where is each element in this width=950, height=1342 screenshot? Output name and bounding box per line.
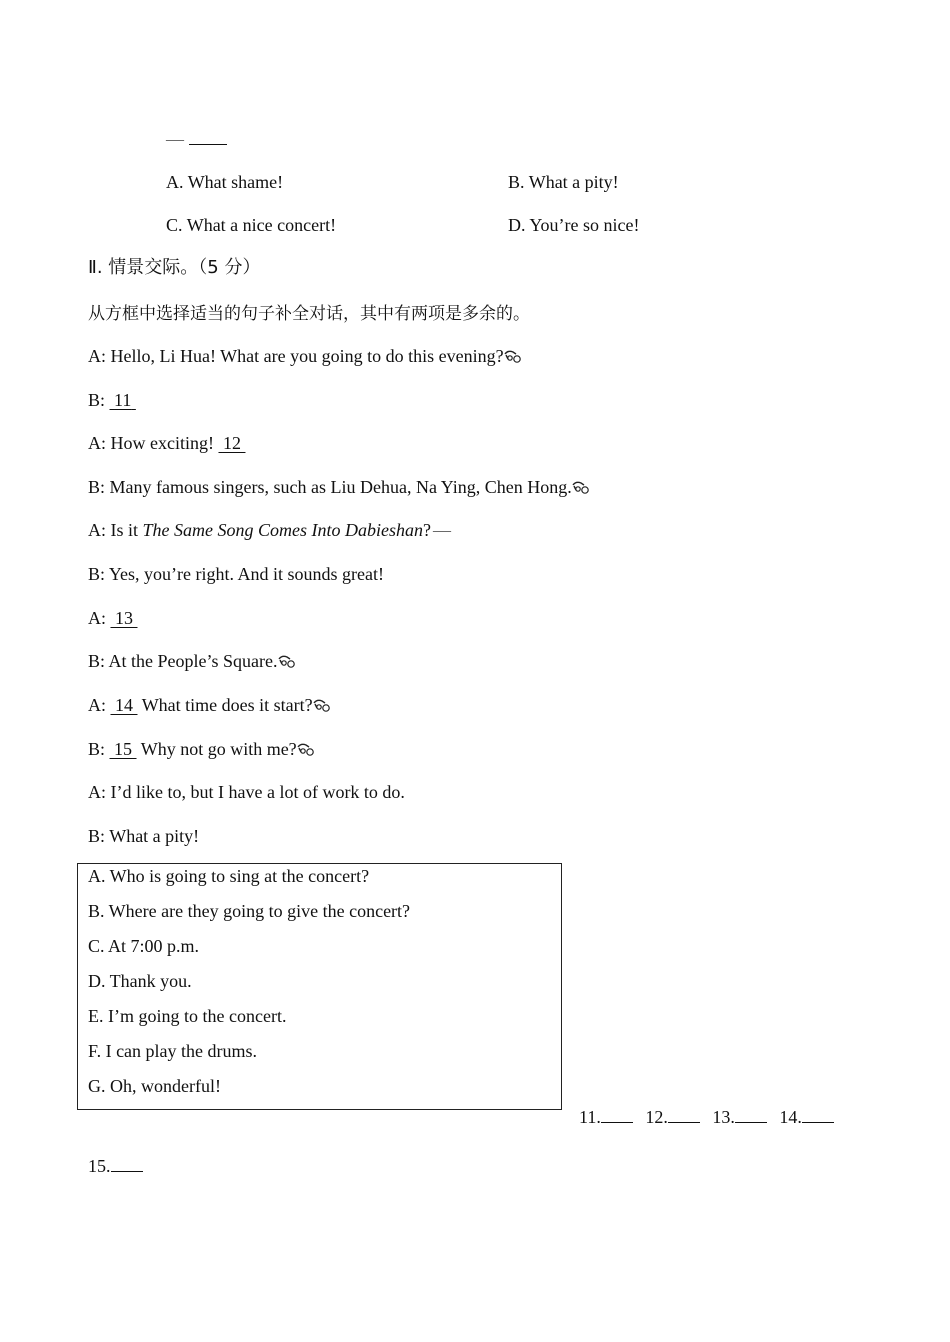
dialogue-text: I’d like to, but I have a lot of work to do. xyxy=(110,782,405,802)
answer-label-11: 11. xyxy=(579,1107,601,1127)
speaker: B: xyxy=(88,564,106,584)
speaker: A: xyxy=(88,433,106,453)
song-title: The Same Song Comes Into Dabieshan xyxy=(142,520,423,540)
answer-row xyxy=(579,1106,842,1128)
blank-14[interactable]: 14 xyxy=(115,695,133,715)
dialogue-text: What a pity! xyxy=(109,826,200,846)
answer-row-2 xyxy=(88,1155,151,1177)
speaker: A: xyxy=(88,520,106,540)
phone-icon xyxy=(572,481,592,495)
option-text: What a pity! xyxy=(528,172,619,192)
answer-label-14: 14. xyxy=(779,1107,802,1127)
choices-box xyxy=(77,863,562,1110)
speaker: B: xyxy=(88,739,106,759)
answer-blank-14[interactable] xyxy=(802,1106,834,1123)
answer-blank-15[interactable] xyxy=(111,1155,143,1172)
dialogue-line-12 xyxy=(88,825,199,847)
dialogue-line-6 xyxy=(88,563,384,585)
speaker: B: xyxy=(88,477,106,497)
choice-b[interactable]: B. Where are they going to give the concert? xyxy=(88,901,411,921)
blank-15[interactable]: 15 xyxy=(114,739,133,759)
speaker: A: xyxy=(88,695,106,715)
speaker: A: xyxy=(88,346,106,366)
dialogue-text: Is it xyxy=(110,520,139,540)
dialogue-line-9 xyxy=(88,694,333,716)
speaker: B: xyxy=(88,390,106,410)
blank-12[interactable]: 12 xyxy=(222,433,241,453)
speaker: B: xyxy=(88,826,106,846)
option-text: What a nice concert! xyxy=(186,215,337,235)
dialogue-line-5 xyxy=(88,519,451,541)
prev-answer-line xyxy=(166,128,227,150)
prev-dash: — xyxy=(166,129,184,149)
phone-icon xyxy=(278,655,298,669)
dialogue-text: Why not go with me? xyxy=(140,739,297,759)
choice-a[interactable]: A. Who is going to sing at the concert? xyxy=(88,866,370,886)
option-letter: A. xyxy=(166,172,184,192)
option-letter: D. xyxy=(508,215,526,235)
dialogue-text: Many famous singers, such as Liu Dehua, Na Ying, Chen Hong. xyxy=(109,477,572,497)
option-letter: C. xyxy=(166,215,183,235)
answer-label-15: 15. xyxy=(88,1156,111,1176)
dialogue-text: Hello, Li Hua! What are you going to do this evening? xyxy=(110,346,504,366)
option-text: What shame! xyxy=(187,172,284,192)
prev-answer-blank[interactable] xyxy=(189,128,227,145)
answer-blank-12[interactable] xyxy=(668,1106,700,1123)
dialogue-line-11 xyxy=(88,781,405,803)
dialogue-line-10 xyxy=(88,738,317,760)
dialogue-line-2 xyxy=(88,389,136,411)
phone-icon xyxy=(313,699,333,713)
choice-e[interactable]: E. I’m going to the concert. xyxy=(88,1006,287,1026)
option-b[interactable] xyxy=(508,171,619,193)
dialogue-text: Yes, you’re right. And it sounds great! xyxy=(108,564,385,584)
section-heading: Ⅱ. 情景交际。（5 分） xyxy=(88,257,261,278)
choice-f[interactable]: F. I can play the drums. xyxy=(88,1041,258,1061)
phone-icon xyxy=(504,350,524,364)
dialogue-line-3 xyxy=(88,432,245,454)
dialogue-text: ? xyxy=(423,520,431,540)
choice-d[interactable]: D. Thank you. xyxy=(88,971,192,991)
option-d[interactable] xyxy=(508,214,640,236)
dialogue-text: At the People’s Square. xyxy=(108,651,278,671)
answer-blank-13[interactable] xyxy=(735,1106,767,1123)
speaker: A: xyxy=(88,608,106,628)
dialogue-line-4 xyxy=(88,476,592,498)
option-letter: B. xyxy=(508,172,525,192)
answer-label-13: 13. xyxy=(712,1107,735,1127)
choice-c[interactable]: C. At 7:00 p.m. xyxy=(88,936,200,956)
section-instruction: 从方框中选择适当的句子补全对话，其中有两项是多余的。 xyxy=(88,304,530,324)
dialogue-text: What time does it start? xyxy=(141,695,313,715)
dialogue-line-1 xyxy=(88,345,524,367)
choice-g[interactable]: G. Oh, wonderful! xyxy=(88,1076,221,1096)
answer-label-12: 12. xyxy=(645,1107,668,1127)
trailing-dash: — xyxy=(433,520,451,540)
blank-11[interactable]: 11 xyxy=(114,390,132,410)
blank-13[interactable]: 13 xyxy=(115,608,133,628)
option-c[interactable] xyxy=(166,214,336,236)
option-text: You’re so nice! xyxy=(529,215,640,235)
speaker: B: xyxy=(88,651,106,671)
dialogue-line-8 xyxy=(88,650,298,672)
phone-icon xyxy=(297,743,317,757)
option-a[interactable] xyxy=(166,171,283,193)
dialogue-text: How exciting! xyxy=(110,433,214,453)
dialogue-line-7 xyxy=(88,607,138,629)
answer-blank-11[interactable] xyxy=(601,1106,633,1123)
speaker: A: xyxy=(88,782,106,802)
